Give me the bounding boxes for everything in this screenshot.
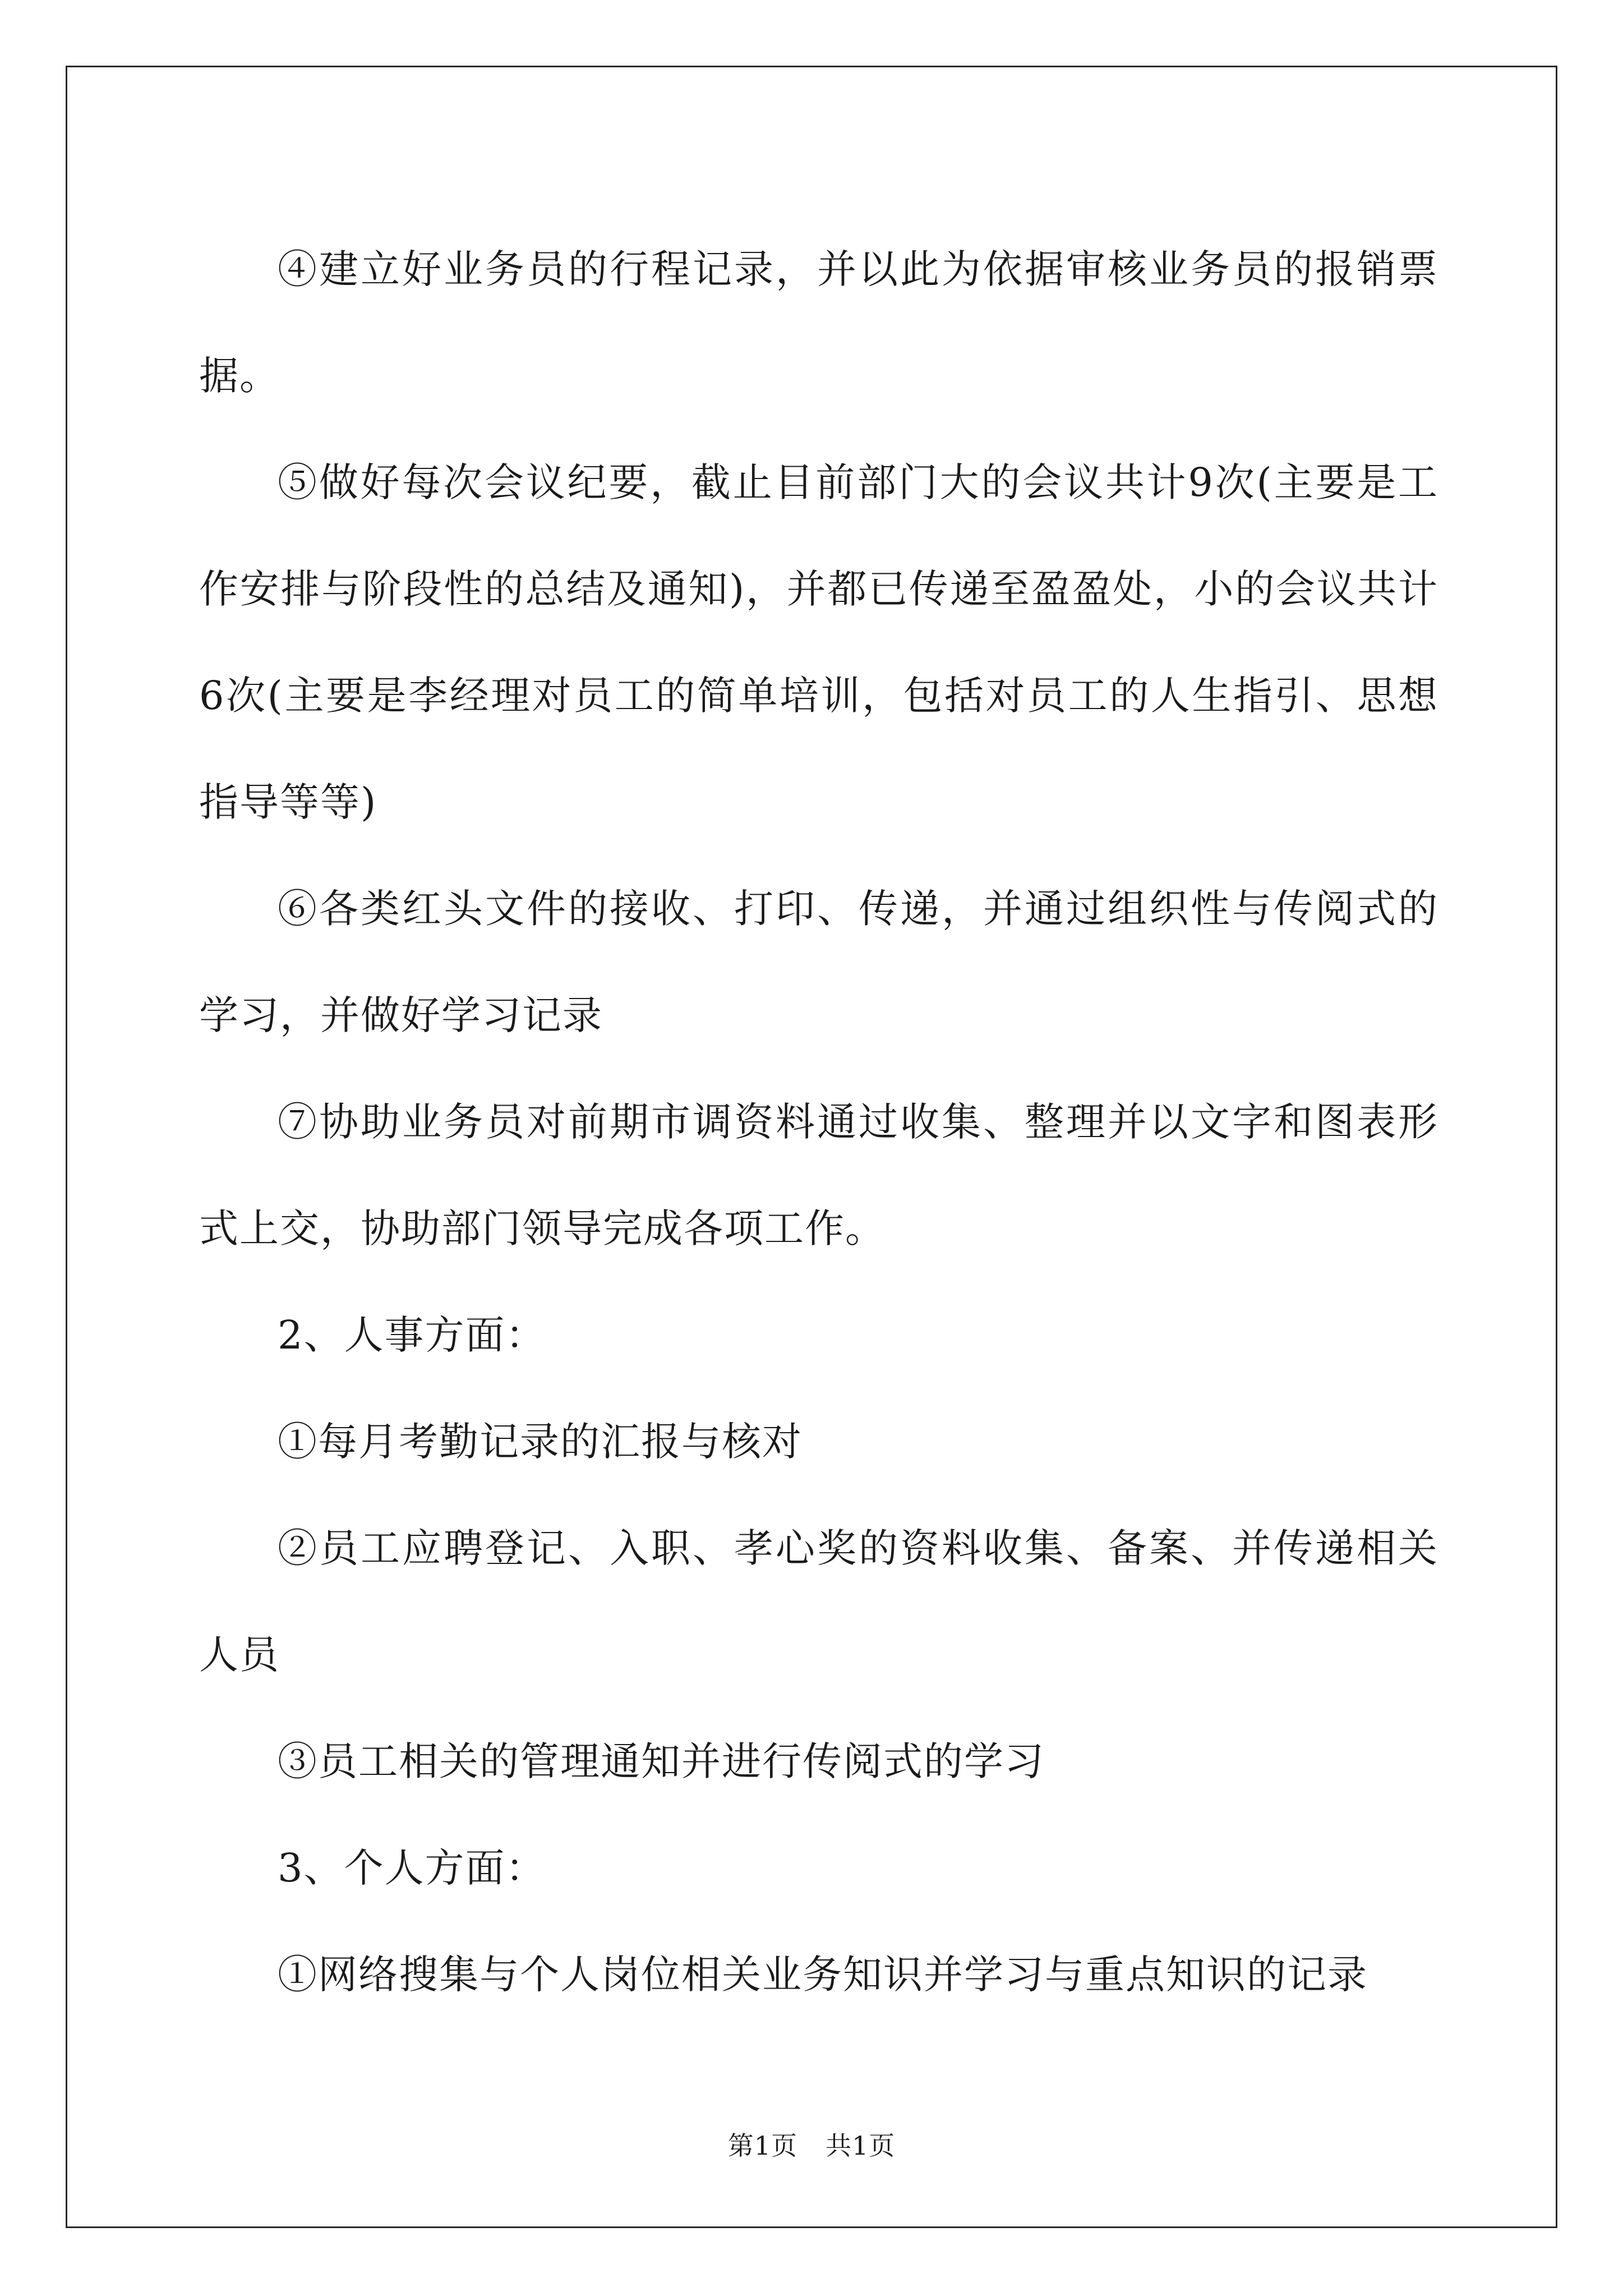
page-number: 第1页 <box>727 2131 797 2161</box>
section-heading-personal: 3、个人方面： <box>278 1845 546 1891</box>
paragraph-meeting-minutes: ⑤做好每次会议纪要，截止目前部门大的会议共计9次(主要是工作安排与阶段性的总结及通知)，并都已传递至盈盈处，小的会议共计6次(主要是李经理对员工的简单培训，包括对员工的人生指引、思想指导等等) <box>199 459 1438 825</box>
page-footer <box>0 2129 1623 2162</box>
paragraph-knowledge-learning: ①网络搜集与个人岗位相关业务知识并学习与重点知识的记录 <box>278 1952 1368 1998</box>
paragraph-management-notices: ③员工相关的管理通知并进行传阅式的学习 <box>278 1738 1045 1784</box>
page-total: 共1页 <box>826 2131 896 2161</box>
paragraph-attendance: ①每月考勤记录的汇报与核对 <box>278 1419 803 1465</box>
document-body <box>199 216 1438 2028</box>
paragraph-market-research: ⑦协助业务员对前期市调资料通过收集、整理并以文字和图表形式上交，协助部门领导完成各项工作。 <box>199 1099 1438 1251</box>
section-heading-personnel: 2、人事方面： <box>278 1312 546 1358</box>
paragraph-recruitment: ②员工应聘登记、入职、孝心奖的资料收集、备案、并传递相关人员 <box>199 1525 1438 1678</box>
paragraph-red-header-documents: ⑥各类红头文件的接收、打印、传递，并通过组织性与传阅式的学习，并做好学习记录 <box>199 886 1438 1038</box>
paragraph-itinerary-records: ④建立好业务员的行程记录，并以此为依据审核业务员的报销票据。 <box>199 246 1438 399</box>
